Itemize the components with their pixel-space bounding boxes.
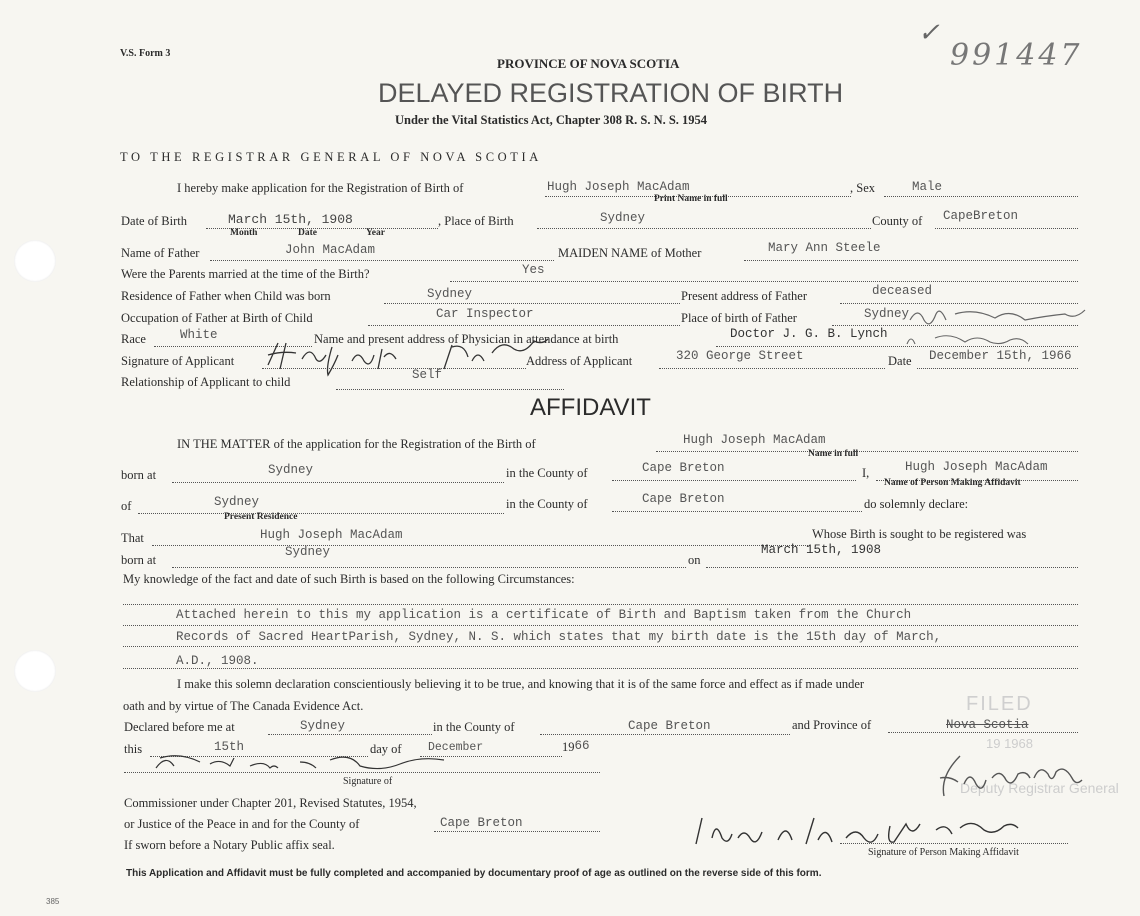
- year-hint: Year: [366, 228, 385, 238]
- dob-value: March 15th, 1908: [228, 212, 353, 227]
- of-value: Sydney: [214, 495, 260, 509]
- county-value: CapeBreton: [943, 209, 1019, 223]
- province-of-label: and Province of: [792, 718, 872, 732]
- mother-value: Mary Ann Steele: [768, 241, 881, 255]
- present-res-hint: Present Residence: [224, 512, 298, 522]
- whose-birth-label: Whose Birth is sought to be registered was: [812, 527, 1027, 541]
- knowledge-label: My knowledge of the fact and date of such Birth is based on the following Circumstances:: [123, 572, 575, 586]
- declared-county-value: Cape Breton: [628, 719, 711, 733]
- in-county-label: in the County of: [506, 466, 588, 480]
- matter-label: IN THE MATTER of the application for the Registration of the Birth of: [177, 437, 536, 451]
- notary-label: If sworn before a Notary Public affix seal.: [124, 838, 335, 852]
- circumstance-line-2: Records of Sacred HeartParish, Sydney, N. S. which states that my birth date is the 15th day of March,: [176, 630, 942, 644]
- affidavit-heading: AFFIDAVIT: [530, 394, 651, 421]
- signature-of-label: Signature of: [343, 776, 393, 787]
- physician-label: Name and present address of Physician in attendance at birth: [314, 332, 619, 346]
- sex-value: Male: [912, 180, 943, 194]
- declaration-line-2: oath and by virtue of The Canada Evidence Act.: [123, 699, 364, 713]
- sig-person-label: Signature of Person Making Affidavit: [868, 847, 1019, 858]
- res-father-value: Sydney: [427, 287, 473, 301]
- province-value: Nova Scotia: [946, 718, 1029, 732]
- county-label: County of: [872, 214, 923, 228]
- father-label: Name of Father: [121, 246, 200, 260]
- check-mark-icon: ✓: [918, 18, 940, 48]
- circumstance-line-1: Attached herein to this my application is a certificate of Birth and Baptism taken from the Church: [176, 608, 912, 622]
- punch-hole: [14, 650, 56, 692]
- occupation-label: Occupation of Father at Birth of Child: [121, 311, 313, 325]
- born-at-label: born at: [121, 468, 157, 482]
- filed-stamp: FILED: [966, 693, 1033, 715]
- of-label: of: [121, 499, 132, 513]
- of-county-value: Cape Breton: [642, 492, 725, 506]
- addr-applicant-value: 320 George Street: [676, 349, 804, 363]
- born-at-value-2: Sydney: [285, 545, 331, 559]
- in-county-label-3: in the County of: [433, 720, 515, 734]
- year-value: 66: [574, 739, 590, 753]
- name-in-full-hint: Name in full: [808, 449, 859, 459]
- solemnly-label: do solemnly declare:: [864, 497, 969, 511]
- married-label: Were the Parents married at the time of the Birth?: [121, 267, 370, 281]
- that-value: Hugh Joseph MacAdam: [260, 528, 403, 542]
- physician-value: Doctor J. G. B. Lynch: [730, 327, 888, 341]
- filed-stamp-role: Deputy Registrar General: [960, 780, 1119, 796]
- child-name-value: Hugh Joseph MacAdam: [547, 180, 690, 194]
- justice-county-value: Cape Breton: [440, 816, 523, 830]
- year-label: 1966: [562, 739, 590, 754]
- corner-number: 385: [46, 897, 60, 906]
- father-value: John MacAdam: [285, 243, 376, 257]
- that-label: That: [121, 531, 144, 545]
- sig-applicant-label: Signature of Applicant: [121, 354, 235, 368]
- apply-label: I hereby make application for the Registration of Birth of: [177, 181, 464, 195]
- born-at-label-2: born at: [121, 553, 157, 567]
- married-value: Yes: [522, 263, 545, 277]
- date-label: Date: [888, 354, 912, 368]
- relationship-value: Self: [412, 368, 443, 382]
- date-hint: Date: [298, 228, 317, 238]
- subtitle: Under the Vital Statistics Act, Chapter 308 R. S. N. S. 1954: [395, 113, 708, 127]
- deponent-name-value: Hugh Joseph MacAdam: [905, 460, 1048, 474]
- name-person-hint: Name of Person Making Affidavit: [884, 478, 1021, 488]
- footer-note: This Application and Affidavit must be fully completed and accompanied by documentary proof of age as outlined on the reverse side of this form.: [126, 868, 822, 879]
- province-heading: PROVINCE OF NOVA SCOTIA: [497, 56, 680, 71]
- filed-stamp-date: 19 1968: [986, 736, 1033, 751]
- race-value: White: [180, 328, 218, 342]
- month-hint: Month: [230, 228, 258, 238]
- i-label: I,: [862, 466, 870, 480]
- pob-value: Sydney: [600, 211, 646, 225]
- addr-applicant-label: Address of Applicant: [526, 354, 633, 368]
- registrar-signature: [930, 742, 1110, 802]
- this-value: 15th: [214, 740, 245, 754]
- registration-number: 991447: [950, 38, 1083, 73]
- occupation-value: Car Inspector: [436, 307, 534, 321]
- on-value: March 15th, 1908: [761, 543, 882, 557]
- race-label: Race: [121, 332, 146, 346]
- declaration-line-1: I make this solemn declaration conscientiously believing it to be true, and knowing that it is of the same force and effect as if made under: [177, 677, 865, 691]
- day-of-value: December: [428, 741, 484, 754]
- mother-label: MAIDEN NAME of Mother: [558, 246, 702, 260]
- born-county-value: Cape Breton: [642, 461, 725, 475]
- present-addr-label: Present address of Father: [681, 289, 808, 303]
- matter-name-value: Hugh Joseph MacAdam: [683, 433, 826, 447]
- declared-label: Declared before me at: [124, 720, 235, 734]
- in-county-label-2: in the County of: [506, 497, 588, 511]
- present-addr-value: deceased: [872, 284, 933, 298]
- dob-label: Date of Birth: [121, 214, 187, 228]
- sex-label: , Sex: [850, 181, 875, 195]
- day-of-label: day of: [370, 742, 402, 756]
- on-label: on: [688, 553, 701, 567]
- form-id: V.S. Form 3: [120, 48, 171, 59]
- date-value: December 15th, 1966: [929, 349, 1072, 363]
- declared-value: Sydney: [300, 719, 346, 733]
- born-at-value: Sydney: [268, 463, 314, 477]
- this-label: this: [124, 742, 143, 756]
- commissioner-signature: [150, 748, 470, 778]
- punch-hole: [14, 240, 56, 282]
- circumstance-line-3: A.D., 1908.: [176, 654, 259, 668]
- justice-label: or Justice of the Peace in and for the County of: [124, 817, 360, 831]
- print-name-hint: Print Name in full: [654, 194, 728, 204]
- commissioner-label: Commissioner under Chapter 201, Revised Statutes, 1954,: [124, 796, 417, 810]
- pob-father-value: Sydney: [864, 307, 910, 321]
- res-father-label: Residence of Father when Child was born: [121, 289, 331, 303]
- pob-father-label: Place of birth of Father: [681, 311, 797, 325]
- relationship-label: Relationship of Applicant to child: [121, 375, 291, 389]
- addressee: TO THE REGISTRAR GENERAL OF NOVA SCOTIA: [120, 150, 542, 164]
- page-title: DELAYED REGISTRATION OF BIRTH: [378, 78, 844, 108]
- pob-label: , Place of Birth: [438, 214, 514, 228]
